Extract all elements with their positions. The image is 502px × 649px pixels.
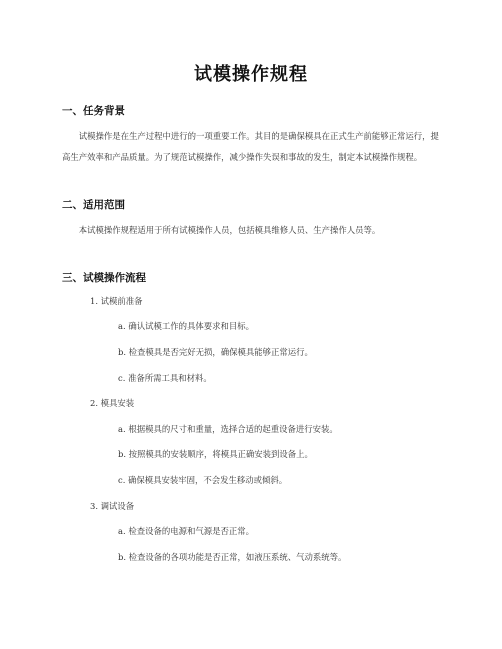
section-text-background: 试模操作是在生产过程中进行的一项重要工作。其目的是确保模具在正式生产前能够正常运行，提高生产效率和产品质量。为了规范试模操作，减少操作失误和事故的发生，制定本试模操作规程。 — [62, 131, 439, 162]
step-item: b. 检查模具是否完好无损，确保模具能够正常运行。 — [118, 347, 313, 357]
step-label-install: 2. 模具安装 — [90, 398, 135, 408]
document-title: 试模操作规程 — [194, 64, 308, 85]
step-label-debug: 3. 调试设备 — [90, 501, 135, 511]
section-heading-process: 三、试模操作流程 — [62, 272, 146, 284]
step-item: c. 准备所需工具和材料。 — [118, 373, 212, 383]
step-label-prep: 1. 试模前准备 — [90, 296, 143, 306]
step-item: a. 根据模具的尺寸和重量，选择合适的起重设备进行安装。 — [118, 424, 338, 434]
step-item: b. 检查设备的各项功能是否正常，如液压系统、气动系统等。 — [118, 552, 347, 562]
section-text-scope: 本试模操作规程适用于所有试模操作人员，包括模具维修人员、生产操作人员等。 — [78, 225, 381, 235]
step-item: a. 检查设备的电源和气源是否正常。 — [118, 526, 254, 536]
step-item: a. 确认试模工作的具体要求和目标。 — [118, 321, 254, 331]
step-item: b. 按照模具的安装顺序，将模具正确安装到设备上。 — [118, 449, 313, 459]
section-heading-scope: 二、适用范围 — [62, 199, 125, 211]
step-item: c. 确保模具安装牢固，不会发生移动或倾斜。 — [118, 475, 288, 485]
section-heading-background: 一、任务背景 — [62, 105, 125, 117]
